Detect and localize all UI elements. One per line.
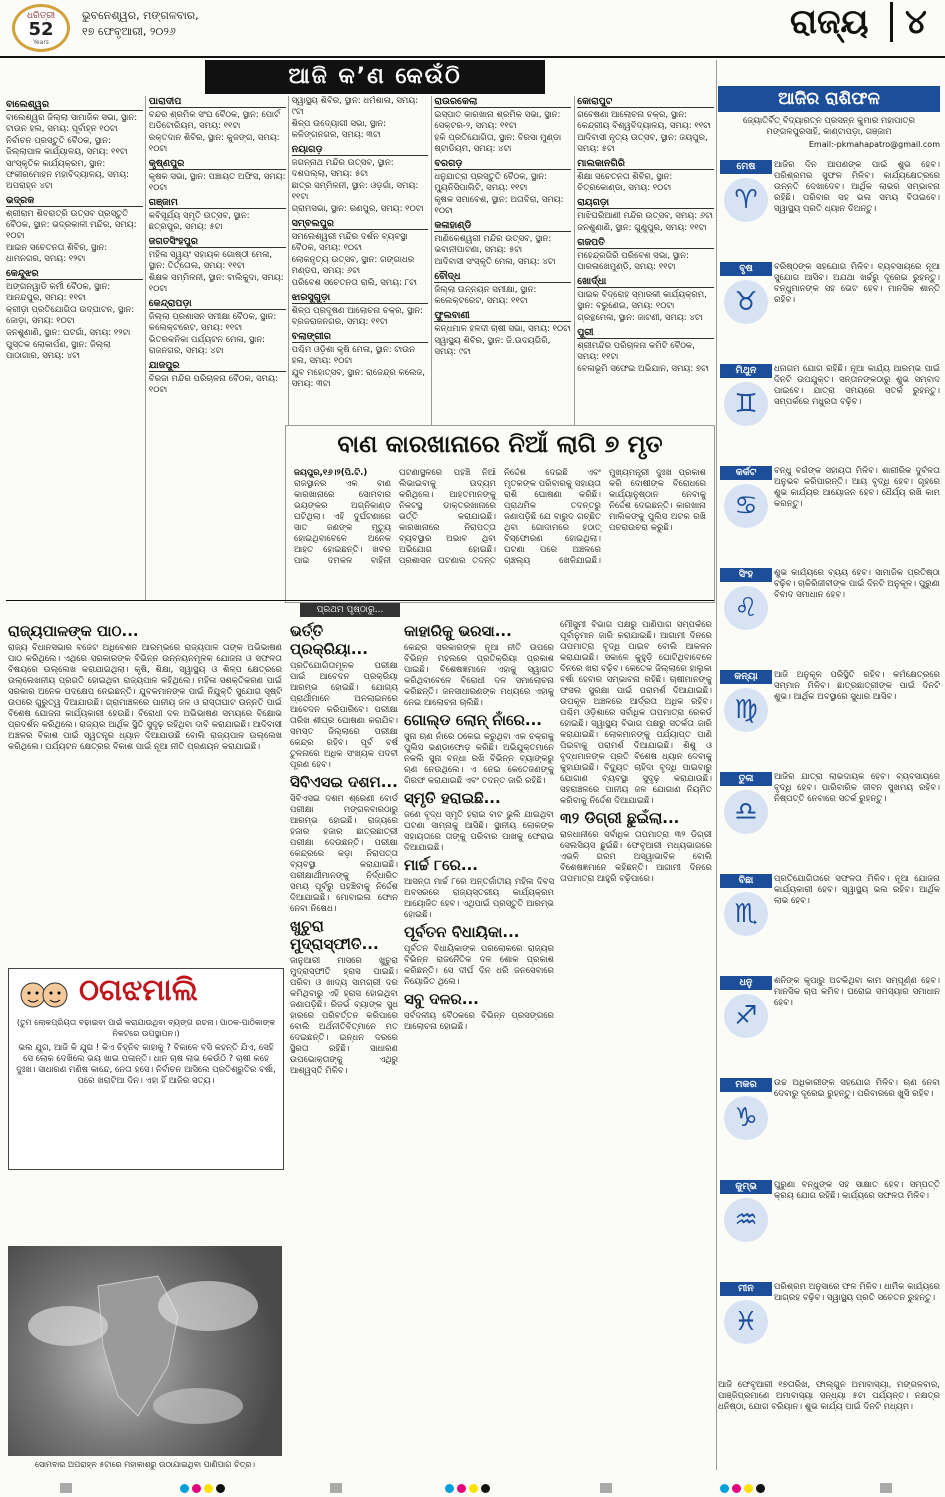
rashi-forecast-text: ଆଜିର ଦିନ ଆପଣଙ୍କ ପାଇଁ ଶୁଭ ହେବ। ପରିଶ୍ରମର ସୁଫଳ ମିଳିବ। କାର୍ଯ୍ୟକ୍ଷେତ୍ରରେ ଉନ୍ନତି ଦେଖାଦେବ। ଆର୍ଥିକ ଲାଭର ସମ୍ଭାବନା ରହିଛି। ପରିବାର ସହ ଭଲ ସମୟ ବିତାଇବେ। ସ୍ୱାସ୍ଥ୍ୟ ପ୍ରତି ଧ୍ୟାନ ଦିଅନ୍ତୁ। (774, 160, 940, 214)
magenta-registration-mark (732, 1484, 741, 1493)
rashi-sign-name: ତୁଳା (720, 772, 772, 786)
cartoon-faces-icon (17, 975, 71, 1015)
zodiac-symbol-icon: ♓ (724, 1300, 768, 1344)
rashi-sign-entry (718, 262, 940, 370)
zodiac-symbol-icon: ♎ (724, 790, 768, 834)
yellow-registration-mark (744, 1484, 753, 1493)
registration-bar (60, 1483, 72, 1493)
event-item: ଇସ୍ପାତ କାରଖାନା ଶ୍ରମିକ ସଭା, ସ୍ଥାନ: ସେକ୍ଟର-୨, ସମୟ: ୧୧ଟା (434, 110, 561, 131)
rashi-sign-entry (718, 160, 940, 268)
event-item: ମାଝିଘରିଆଣୀ ମନ୍ଦିର ଉତ୍ସବ, ସମୟ: ୬ଟା (577, 211, 713, 221)
story-body: ରାଜ୍ୟ ବିଧାନସଭାର ବଜେଟ ଅଧିବେଶନ ଆରମ୍ଭରେ ରାଜ୍ୟପାଳ ତାଙ୍କ ଅଭିଭାଷଣ ପାଠ କରିଥିଲେ। ଏଥିରେ ସରକାରଙ୍କ ବିଭିନ୍ନ ଉନ୍ନୟନମୂଳକ ଯୋଜନା ଓ ସଫଳତା ବିଷୟରେ ଉଲ୍ଲେଖ କରାଯାଇଥିଲା। କୃଷି, ଶିକ୍ଷା, ସ୍ୱାସ୍ଥ୍ୟ ଓ ଶିଳ୍ପ କ୍ଷେତ୍ରରେ ଉଲ୍ଲେଖନୀୟ ପ୍ରଗତି ହୋଇଥିବା ରାଜ୍ୟପାଳ କହିଥିଲେ। ମହିଳା ସଶକ୍ତିକରଣ ପାଇଁ ସରକାର ଅନେକ ପଦକ୍ଷେପ ନେଇଛନ୍ତି। ଯୁବକମାନଙ୍କ ପାଇଁ ନିଯୁକ୍ତି ସୁଯୋଗ ସୃଷ୍ଟି ଉପରେ ଗୁରୁତ୍ୱ ଦିଆଯାଉଛି। ଗ୍ରାମାଞ୍ଚଳରେ ପାନୀୟ ଜଳ ଓ ରାସ୍ତାଘାଟ ଉନ୍ନତି ପାଇଁ ବିଶେଷ ଯୋଜନା କାର୍ଯ୍ୟକାରୀ ହେଉଛି। ବିରୋଧୀ ଦଳ ଅଭିଭାଷଣ ସମୟରେ ବିକ୍ଷୋଭ ପ୍ରଦର୍ଶନ କରିଥିଲେ। ରାଜ୍ୟର ଆର୍ଥିକ ସ୍ଥିତି ସୁଦୃଢ଼ ରହିଥିବା ଦାବି କରାଯାଇଛି। ଆଦିବାସୀ ଅଞ୍ଚଳର ବିକାଶ ପାଇଁ ସ୍ୱତନ୍ତ୍ର ଧ୍ୟାନ ଦିଆଯାଉଛି ବୋଲି ରାଜ୍ୟପାଳ ଉଲ୍ଲେଖ କରିଥିଲେ। ପର୍ଯ୍ୟଟନ କ୍ଷେତ୍ରର ବିକାଶ ପାଇଁ ନୂଆ ନୀତି ପ୍ରଣୟନ କରାଯାଇଛି। (8, 643, 282, 752)
magenta-registration-mark (457, 1484, 466, 1493)
story-column-3 (404, 620, 554, 1465)
rashi-sign-name: ମକର (720, 1078, 772, 1092)
event-item: ଅଙ୍ଗନୱାଡି କର୍ମୀ ବୈଠକ, ସ୍ଥାନ: ଆନନ୍ଦପୁର, ସମୟ: ୧୧ଟା (6, 282, 111, 303)
event-item: ଜନଶୁଣାଣି, ସ୍ଥାନ: ଘଟଗାଁ, ସମୟ: ୧୨ଟା (6, 328, 131, 338)
fire-story-body (294, 468, 706, 598)
yellow-registration-mark (469, 1484, 478, 1493)
district-heading: ଗଜପତି (577, 237, 714, 249)
registration-bar (330, 1483, 342, 1493)
event-item: ଗବେଷଣା ଆଲୋଚନା ଚକ୍ର, ସ୍ଥାନ: କେନ୍ଦ୍ରୀୟ ବିଶ୍ୱବିଦ୍ୟାଳୟ, ସମୟ: ୧୧ଟା (577, 110, 711, 131)
event-item: ହକି ପ୍ରତିଯୋଗିତା, ସ୍ଥାନ: ବିରସା ମୁଣ୍ଡା ଷ୍ଟାଡିୟମ, ସମୟ: ୪ଟା (434, 133, 562, 154)
event-item: ଆଦିବାସୀ ନୃତ୍ୟ ଉତ୍ସବ, ସ୍ଥାନ: ଜୟପୁର, ସମୟ: ୫ଟା (577, 133, 708, 154)
district-heading: ଝାରସୁଗୁଡ଼ା (292, 292, 429, 304)
zodiac-symbol-icon: ♊ (724, 382, 768, 426)
section-title: ରାଜ୍ୟ (790, 2, 869, 42)
rashi-sign-name: କୁମ୍ଭ (720, 1180, 772, 1194)
event-item: ଭିତରକନିକା ପର୍ଯ୍ୟଟନ ମେଳା, ସ୍ଥାନ: ରାଜନଗର, ସମୟ: ୪ଟା (148, 335, 266, 356)
rashi-sign-name: ବୃଷ (720, 262, 772, 276)
event-item: ରକ୍ତଦାନ ଶିବିର, ସ୍ଥାନ: କୁଜଙ୍ଗ, ସମୟ: ୧୦ଟା (148, 133, 280, 154)
events-banner: ଆଜି କ’ଣ କେଉଁଠି (205, 60, 545, 94)
story-body: ସିବିଏସଇ ଦଶମ ଶ୍ରେଣୀ ବୋର୍ଡ ପରୀକ୍ଷା ମଙ୍ଗଳବାରଠାରୁ ଆରମ୍ଭ ହୋଇଛି। ରାଜ୍ୟରେ ହଜାର ହଜାର ଛାତ୍ରଛାତ୍ରୀ ପରୀକ୍ଷା ଦେଉଛନ୍ତି। ପରୀକ୍ଷା କେନ୍ଦ୍ରରେ କଡ଼ା ନିରାପତ୍ତା ବ୍ୟବସ୍ଥା କରାଯାଇଛି। ପରୀକ୍ଷାର୍ଥୀମାନଙ୍କୁ ନିର୍ଦ୍ଧାରିତ ସମୟ ପୂର୍ବରୁ ପହଞ୍ଚିବାକୁ ନିର୍ଦ୍ଦେଶ ଦିଆଯାଇଛି। ମୋବାଇଲ ଫୋନ ନେବା ନିଷେଧ। (290, 794, 398, 914)
rashi-sign-name: ଧନୁ (720, 976, 772, 990)
zodiac-symbol-icon: ♑ (724, 1096, 768, 1140)
rashi-forecast-text: ଆଜି ଅନୁକୂଳ ପରିସ୍ଥିତି ରହିବ। କର୍ମକ୍ଷେତ୍ରରେ ସମ୍ମାନ ମିଳିବ। ଛାତ୍ରଛାତ୍ରୀଙ୍କ ପାଇଁ ଦିନଟି ଶୁଭ। ଆର୍ଥିକ ଅବସ୍ଥାରେ ସୁଧାର ଆସିବ। (774, 670, 940, 702)
section-divider (6, 600, 714, 601)
rashi-sign-name: ମେଷ (720, 160, 772, 174)
rashi-sign-name: କନ୍ୟା (720, 670, 772, 684)
district-heading: ନୟାଗଡ଼ (292, 144, 429, 156)
district-heading: ମାଲକାନଗିରି (577, 158, 714, 170)
zodiac-symbol-icon: ♈ (724, 178, 768, 222)
rashi-forecast-text: ବନ୍ଧୁ ବର୍ଗଙ୍କ ସହାୟତା ମିଳିବ। ଶାରୀରିକ ଦୁର୍ବଳତା ଅନୁଭବ କରିପାରନ୍ତି। ଆୟ ବୃଦ୍ଧି ହେବ। ଗୃହରେ ଶୁଭ କାର୍ଯ୍ୟର ଆୟୋଜନ ହେବ। ଧୈର୍ଯ୍ୟ ରଖି କାମ କରନ୍ତୁ। (774, 466, 940, 509)
dateline-date: ୧୭ ଫେବୃଆରୀ, ୨୦୨୬ (82, 25, 176, 38)
rashi-forecast-text: ଉଚ୍ଚ ଅଧିକାରୀଙ୍କ ସହଯୋଗ ମିଳିବ। ଋଣ ନେବା ଦେବାରୁ ଦୂରେଇ ରୁହନ୍ତୁ। ପରିବାରରେ ଖୁସି ରହିବ। (774, 1078, 940, 1099)
event-item: କୃଷକ ସମାବେଶ, ସ୍ଥାନ: ଅତାବିରା, ସମୟ: ୧୦ଟା (434, 195, 564, 216)
story-column-2 (290, 620, 398, 1465)
story-headline: ସବୁ ଦଳର... (404, 990, 479, 1008)
story-body: ପୂର୍ବତନ ବିଧାୟିକାଙ୍କ ପରଲୋକରେ ରାଜ୍ୟର ବିଭିନ୍ନ ରାଜନୈତିକ ଦଳ ଶୋକ ପ୍ରକାଶ କରିଛନ୍ତି। ସେ ଦୀର୍ଘ ଦିନ ଧରି ଜନସେବାରେ ନିୟୋଜିତ ଥିଲେ। (404, 944, 554, 987)
zodiac-symbol-icon: ♌ (724, 586, 768, 630)
event-item: କବିସୂର୍ଯ୍ୟ ସ୍ମୃତି ଉତ୍ସବ, ସ୍ଥାନ: ଛତ୍ରପୁର, ସମୟ: ୫ଟା (148, 211, 250, 232)
rashi-forecast-text: ପୁରୁଣା ବନ୍ଧୁଙ୍କ ସହ ସାକ୍ଷାତ ହେବ। ସମ୍ପତ୍ତି କ୍ରୟ ଯୋଗ ରହିଛି। କାର୍ଯ୍ୟରେ ସଫଳତା ମିଳିବ। (774, 1180, 940, 1201)
story-headline: ଖୁଚୁରା ମୁଦ୍ରାସ୍ଫୀତି... (290, 917, 379, 953)
masthead (0, 0, 945, 56)
rashi-forecast-text: ଆଜିର ଯାତ୍ରା ଲାଭଦାୟକ ହେବ। ବ୍ୟବସାୟରେ ବୃଦ୍ଧି ହେବ। ପାରିବାରିକ ଜୀବନ ସୁଖମୟ ରହିବ। ନିଷ୍ପତ୍ତି ନେବାରେ ସତର୍କ ରୁହନ୍ତୁ। (774, 772, 940, 804)
column-divider (716, 60, 717, 1470)
event-item: ଛାତ୍ର ସମ୍ମିଳନୀ, ସ୍ଥାନ: ଓଡ଼ଗାଁ, ସମୟ: ୧୧ଟା (291, 181, 419, 202)
story-body: ଜଣେ ବୃଦ୍ଧ ସ୍ମୃତି ହରାଇ ବାଟ ଭୁଲି ଯାଇଥିବା ଘଟଣା ସାମ୍ନାକୁ ଆସିଛି। ସ୍ଥାନୀୟ ଲୋକଙ୍କ ସହାୟତାରେ ତାଙ୍କୁ ପରିବାର ପାଖକୁ ଫେରାଇ ଦିଆଯାଇଛି। (404, 810, 554, 853)
event-item: ପରିବେଶ ସଚେତନତା ରାଲି, ସମୟ: ୮ଟା (291, 278, 417, 288)
dateline (82, 8, 199, 40)
newspaper-logo (12, 4, 70, 52)
story-headline: ପୂର୍ବତନ ବିଧାୟିକା... (404, 923, 520, 941)
rashiphala-email: Email:-pkmahapatro@gmail.com (808, 140, 940, 149)
page-number: ୪ (890, 2, 927, 42)
black-registration-mark (756, 1484, 765, 1493)
event-item: ଆଦିବାସୀ ସଂସ୍କୃତି ମେଳା, ସମୟ: ୪ଟା (434, 257, 556, 267)
panchanga-text: ଆଜି ଫେବୃଆରୀ ୧୭ତାରିଖ, ଫାଲ୍‌ଗୁନ ଅମାବାସ୍ୟା, ମଙ୍ଗଳବାର, ପାଞ୍ଜିପ୍ରମାଣେ ଅମାବାସ୍ୟା ସନ୍ଧ୍ୟା ୫ଟା ପର୍ଯ୍ୟନ୍ତ। ନକ୍ଷତ୍ର ଧନିଷ୍ଠା, ଯୋଗ ବରିୟାନ। ଶୁଭ କାର୍ଯ୍ୟ ପାଇଁ ଦିନଟି ମଧ୍ୟମ। (718, 1380, 940, 1412)
story-body: ମୌସୁମୀ ବିଭାଗ ପକ୍ଷରୁ ପାଣିପାଗ ସମ୍ପର୍କରେ ପୂର୍ବାନୁମାନ ଜାରି କରାଯାଇଛି। ଆଗାମୀ ଦିନରେ ତାପମାତ୍ରା ବୃଦ୍ଧି ପାଇବ ବୋଲି ଆକଳନ କରାଯାଇଛି। ସକାଳେ କୁହୁଡ଼ି ଘୋଟିଥିବାବେଳେ ଦିନରେ ଖରା ବଢ଼ିବ। କେତେକ ଜିଲ୍ଲାରେ ହାଲୁକା ବର୍ଷା ହେବାର ସମ୍ଭାବନା ରହିଛି। ଚାଷୀମାନଙ୍କୁ ଫସଲ ସୁରକ୍ଷା ପାଇଁ ପରାମର୍ଶ ଦିଆଯାଇଛି। ଉପକୂଳ ଅଞ୍ଚଳରେ ଆର୍ଦ୍ରତା ଅଧିକ ରହିବ। ପଶ୍ଚିମ ଓଡ଼ିଶାରେ ସର୍ବାଧିକ ତାପମାତ୍ରା ରେକର୍ଡ ହୋଇଛି। ସ୍ୱାସ୍ଥ୍ୟ ବିଭାଗ ପକ୍ଷରୁ ସତର୍କତା ଜାରି କରାଯାଇଛି। ଲୋକମାନଙ୍କୁ ପର୍ଯ୍ୟାପ୍ତ ପାଣି ପିଇବାକୁ ପରାମର୍ଶ ଦିଆଯାଇଛି। ଶିଶୁ ଓ ବୃଦ୍ଧମାନଙ୍କ ପ୍ରତି ବିଶେଷ ଧ୍ୟାନ ଦେବାକୁ କୁହାଯାଇଛି। ବିଦ୍ୟୁତ ଚାହିଦା ବୃଦ୍ଧି ପାଇବାରୁ ଯୋଗାଣ ବ୍ୟବସ୍ଥା ସୁଦୃଢ଼ କରାଯାଉଛି। ସହରାଞ୍ଚଳରେ ପାନୀୟ ଜଳ ଯୋଗାଣ ନିୟମିତ କରିବାକୁ ନିର୍ଦ୍ଦେଶ ଦିଆଯାଇଛି। (560, 620, 712, 806)
yellow-registration-mark (204, 1484, 213, 1493)
district-heading: ରାୟଗଡ଼ା (577, 197, 714, 209)
event-item: ଶିଳ୍ପ ଉଦ୍ୟୋଗୀ ସଭା, ସ୍ଥାନ: କଳିଙ୍ଗନଗର, ସମୟ: ୩ଟା (291, 119, 386, 140)
print-registration-strip (0, 1478, 945, 1497)
rashiphala-author: ଜ୍ୟୋତିର୍ବିତ୍ ବିଦ୍ୟାରତ୍ନ ପ୍ରସନ୍ନ କୁମାର ମହାପାତ୍ର ମଙ୍ଗଳପୁରସାହି, କାଣ୍ଟାପଡ଼ା, ଗଞ୍ଜାମ (743, 116, 915, 137)
rashi-forecast-text: ବରିଷ୍ଠଙ୍କ ସହଯୋଗ ମିଳିବ। ବ୍ୟବସାୟରେ ନୂଆ ସୁଯୋଗ ଆସିବ। ଅଯଥା ଖର୍ଚ୍ଚରୁ ଦୂରେଇ ରୁହନ୍ତୁ। ବନ୍ଧୁମାନଙ୍କ ସହ ଭେଟ ହେବ। ମାନସିକ ଶାନ୍ତି ରହିବ। (774, 262, 940, 305)
event-item: ଜନଶୁଣାଣି, ସ୍ଥାନ: ଗୁଣୁପୁର, ସମୟ: ୧୧ଟା (577, 223, 707, 233)
event-item: ମହିଳା ସ୍ୱୟଂ ସହାୟକ ଗୋଷ୍ଠୀ ମେଳା, ସ୍ଥାନ: ତିର୍ତ୍ତୋଲ, ସମୟ: ୧୧ଟା (148, 250, 273, 271)
district-heading: କେନ୍ଦୁଝର (6, 268, 143, 280)
event-item: ପାଇକ ବିଦ୍ରୋହ ସ୍ମାରକୀ କାର୍ଯ୍ୟକ୍ରମ, ସ୍ଥାନ: ବରୁଣେଇ, ସମୟ: ୧୦ଟା (577, 290, 707, 311)
story-headline: ମାର୍ଚ୍ଚ ୮ରେ... (404, 856, 478, 874)
rashi-sign-entry (718, 1078, 940, 1186)
event-item: ଜଗନ୍ନାଥ ମନ୍ଦିର ଉତ୍ସବ, ସ୍ଥାନ: ଦଶପଲ୍ଲା, ସମୟ: ୫ଟା (291, 158, 394, 179)
event-item: ପୁସ୍ତକ ଲୋକାର୍ପଣ, ସ୍ଥାନ: ଜିଲ୍ଲା ପାଠାଗାର, ସମୟ: ୪ଟା (6, 340, 111, 361)
event-item: କୃଷକ ସଭା, ସ୍ଥାନ: ପଞ୍ଚାୟତ ଅଫିସ, ସମୟ: ୧୦ଟା (148, 172, 286, 193)
story-body: ଆସନ୍ତା ମାର୍ଚ୍ଚ ୮ରେ ଅନ୍ତର୍ଜାତୀୟ ମହିଳା ଦିବସ ଅବସରରେ ରାଜ୍ୟସ୍ତରୀୟ କାର୍ଯ୍ୟକ୍ରମ ଆୟୋଜିତ ହେବ। ଏଥିପାଇଁ ପ୍ରସ୍ତୁତି ଆରମ୍ଭ ହୋଇଛି। (404, 877, 554, 920)
event-item: ମହେନ୍ଦ୍ରଗିରି ପରିବେଶ ସଭା, ସ୍ଥାନ: ପାରଳାଖେମୁଣ୍ଡି, ସମୟ: ୧୧ଟା (577, 251, 689, 272)
zodiac-symbol-icon: ♏ (724, 892, 768, 936)
story-body: ପ୍ରତିଯୋଗିତାମୂଳକ ପରୀକ୍ଷା ପାଇଁ ଆବେଦନ ପ୍ରକ୍ରିୟା ଆରମ୍ଭ ହୋଇଛି। ଯୋଗ୍ୟ ପ୍ରାର୍ଥୀମାନେ ଅନଲାଇନରେ ଆବେଦନ କରିପାରିବେ। ପରୀକ୍ଷା ତାରିଖ ଶୀଘ୍ର ଘୋଷଣା କରାଯିବ। ସମସ୍ତ ଜିଲ୍ଲାରେ ପରୀକ୍ଷା କେନ୍ଦ୍ର ରହିବ। ପୂର୍ବ ବର୍ଷ ତୁଳନାରେ ଅଧିକ ସଂଖ୍ୟକ ପଦବୀ ପୂରଣ ହେବ। (290, 661, 398, 770)
event-item: ଶିକ୍ଷା ସଚେତନତା ଶିବିର, ସ୍ଥାନ: ଚିତ୍ରକୋଣ୍ଡା, ସମୟ: ୧୦ଟା (577, 172, 673, 193)
story-headline: ଭର୍ତ୍ତି ପ୍ରକ୍ରିୟା... (290, 622, 368, 658)
fire-story-text: ରାଜସ୍ଥାନର ଏକ ବାଣ କାରଖାନାରେ ସୋମବାର ଭୟଙ୍କର ଅଗ୍ନିକାଣ୍ଡ ଘଟିଥିଲା। ଏହି ଦୁର୍ଘଟଣାରେ ସାତ ଜଣଙ୍କ ମୃତ୍ୟୁ ହୋଇଥିବାବେଳେ ଅନେକ ଆହତ ହୋଇଛନ୍ତି। ଖବର ପାଇ ଦମକଳ ବାହିନୀ ଘଟଣାସ୍ଥଳରେ ପହଞ୍ଚି ନିଆଁ ଲିଭାଇବାକୁ ଉଦ୍ୟମ କରିଥିଲେ। ଆହତମାନଙ୍କୁ ନିକଟସ୍ଥ ଡାକ୍ତରଖାନାରେ ଭର୍ତ୍ତି କରାଯାଇଛି। କାରଖାନାରେ ନିରାପତ୍ତା ବ୍ୟବସ୍ଥାର ଅଭାବ ଥିବା ଅଭିଯୋଗ ହୋଇଛି। ପ୍ରଶାସନ ଘଟଣାର ତଦନ୍ତ ନିର୍ଦ୍ଦେଶ ଦେଇଛି ଏବଂ ମୃତକଙ୍କ ପରିବାରକୁ ସହାୟତା ରାଶି ଘୋଷଣା କରିଛି। ପ୍ରାଥମିକ ତଦନ୍ତରୁ ଜଣାପଡ଼ିଛି ଯେ ବାରୁଦ ଗଚ୍ଛିତ ଥିବା ଗୋଦାମରେ ହଠାତ୍ ବିସ୍ଫୋରଣ ହୋଇଥିଲା। ଘଟଣା ପରେ ଅଞ୍ଚଳରେ ଚାଞ୍ଚଲ୍ୟ ଖେଳିଯାଇଛି। ମୁଖ୍ୟମନ୍ତ୍ରୀ ଦୁଃଖ ପ୍ରକାଶ କରି ଦୋଷୀଙ୍କ ବିରୋଧରେ କାର୍ଯ୍ୟାନୁଷ୍ଠାନ ନେବାକୁ ନିର୍ଦ୍ଦେଶ ଦେଇଛନ୍ତି। କାରଖାନା ମାଲିକଙ୍କୁ ପୁଲିସ ଅଟକ ରଖି ପଚରାଉଚରା କରୁଛି। (294, 468, 706, 566)
district-heading: ଗଞ୍ଜାମ (149, 197, 286, 209)
event-item: ମାଣିକେଶ୍ୱରୀ ମନ୍ଦିର ଉତ୍ସବ, ସ୍ଥାନ: ଭବାନୀପାଟଣା, ସମୟ: ୫ଟା (434, 234, 552, 255)
event-item: କନ୍ଧମାଳ ହଳଦୀ ଚାଷୀ ସଭା, ସମୟ: ୧୦ଟା (434, 324, 571, 334)
story-headline: ସିବିଏସଇ ଦଶମ... (290, 773, 398, 791)
story-body: ରାଜଧାନୀରେ ସର୍ବାଧିକ ତାପମାତ୍ରା ୩୨ ଡିଗ୍ରୀ ସେଲସିୟସ ଛୁଇଁଛି। ଫେବୃଆରୀ ମଧ୍ୟଭାଗରେ ଏଭଳି ଗରମ ଅସ୍ୱାଭାବିକ ବୋଲି ବିଶେଷଜ୍ଞମାନେ କହିଛନ୍ତି। ଆଗାମୀ ଦିନରେ ତାପମାତ୍ରା ଆହୁରି ବଢ଼ିପାରେ। (560, 830, 712, 884)
event-item: ପଶ୍ଚିମ ଓଡ଼ିଶା କୃଷି ମେଳା, ସ୍ଥାନ: ଟାଉନ ହଲ, ସମୟ: ୧୦ଟା (291, 345, 416, 366)
rashi-sign-entry (718, 976, 940, 1084)
story-headline: ୩୨ ଡିଗ୍ରୀ ଛୁଇଁଲା... (560, 809, 680, 827)
district-heading: ବଲାଙ୍ଗୀର (292, 331, 429, 343)
story-column-1 (8, 620, 282, 965)
event-item: ଗ୍ରାମସଭା, ସ୍ଥାନ: ରଣପୁର, ସମୟ: ୧୦ଟା (291, 204, 424, 214)
district-heading: ଯାଜପୁର (149, 360, 286, 372)
event-item: ଶ୍ରୀମନ୍ଦିର ପରିଚାଳନା କମିଟି ବୈଠକ, ସମୟ: ୧୧ଟା (577, 341, 695, 362)
story-body: ସର୍ବଦଳୀୟ ବୈଠକରେ ବିଭିନ୍ନ ପ୍ରସଙ୍ଗରେ ଆଲୋଚନା ହୋଇଛି। (404, 1011, 554, 1032)
logo-name: ଧରିତ୍ରୀ (26, 11, 56, 21)
event-item: ସମଲେଶ୍ୱରୀ ମନ୍ଦିର ଦର୍ଶନ ବ୍ୟବସ୍ଥା ବୈଠକ, ସମୟ: ୧୦ଟା (291, 232, 408, 253)
story-body: ସୁନା ଋଣ ନାଁରେ ଠକେଇ କରୁଥିବା ଏକ ଚକ୍ରକୁ ପୁଲିସ ଭଣ୍ଡାଫୋଡ଼ କରିଛି। ଅଭିଯୁକ୍ତମାନେ ନକଲି ସୁନା ବନ୍ଧା ରଖି ବିଭିନ୍ନ ବ୍ୟାଙ୍କରୁ ଋଣ ନେଉଥିଲେ। ଏ ନେଇ କେତେଜଣଙ୍କୁ ଗିରଫ କରାଯାଇଛି ଏବଂ ତଦନ୍ତ ଜାରି ରହିଛି। (404, 732, 554, 786)
registration-bar (880, 1483, 892, 1493)
story-headline: ଗୋଲ୍ଡ ଲୋନ୍ ନାଁରେ... (404, 711, 542, 729)
satire-body (15, 1017, 277, 1165)
district-heading: ପାରାଦୀପ (149, 96, 286, 108)
rashi-sign-entry (718, 364, 940, 472)
rashi-sign-name: ବିଛା (720, 874, 772, 888)
continued-label: ପ୍ରଥମ ପୃଷ୍ଠାରୁ... (300, 603, 400, 617)
event-item: ନିର୍ବାଚନ ପ୍ରସ୍ତୁତି ବୈଠକ, ସ୍ଥାନ: ଜିଲ୍ଲାପାଳ କାର୍ଯ୍ୟାଳୟ, ସମୟ: ୧୧ଟା (6, 136, 128, 157)
event-item: ଧନୁଯାତ୍ରା ପ୍ରସ୍ତୁତି ବୈଠକ, ସ୍ଥାନ: ମ୍ୟୁନିସିପାଲିଟି, ସମୟ: ୧୧ଟା (434, 172, 547, 193)
cyan-registration-mark (180, 1484, 189, 1493)
masthead-rule (0, 56, 945, 58)
event-item: ଲୋକନୃତ୍ୟ ଉତ୍ସବ, ସ୍ଥାନ: ଗଙ୍ଗାଧର ମଣ୍ଡପ, ସମୟ: ୬ଟା (291, 255, 415, 276)
rashi-sign-entry (718, 874, 940, 982)
rashiphala-title: ଆଜିର ରାଶିଫଳ (718, 86, 940, 112)
rashi-sign-entry (718, 1180, 940, 1288)
rashi-sign-entry (718, 1282, 940, 1390)
rashi-forecast-text: ଧନାଗମ ଯୋଗ ରହିଛି। ନୂଆ କାର୍ଯ୍ୟ ଆରମ୍ଭ ପାଇଁ ଦିନଟି ଉପଯୁକ୍ତ। ସନ୍ତାନଙ୍କଠାରୁ ଶୁଭ ସମ୍ବାଦ ପାଇବେ। ଯାତ୍ରା ସମୟରେ ସତର୍କ ରୁହନ୍ତୁ। ସମ୍ପର୍କରେ ମଧୁରତା ବଢ଼ିବ। (774, 364, 940, 407)
cyan-registration-mark (445, 1484, 454, 1493)
story-body: କେନ୍ଦ୍ର ସରକାରଙ୍କ ନୂଆ ନୀତି ଉପରେ ବିଭିନ୍ନ ମହଲରେ ପ୍ରତିକ୍ରିୟା ପ୍ରକାଶ ପାଇଛି। ବିଶେଷଜ୍ଞମାନେ ଏହାକୁ ସ୍ୱାଗତ କରିଥିବାବେଳେ ବିରୋଧୀ ଦଳ ସମାଲୋଚନା କରିଛନ୍ତି। ଜନସାଧାରଣଙ୍କ ମଧ୍ୟରେ ଏହାକୁ ନେଇ ଆଲୋଚନା ଚାଲିଛି। (404, 643, 554, 708)
rashi-sign-entry (718, 670, 940, 778)
district-heading: କେନ୍ଦ୍ରାପଡ଼ା (149, 298, 286, 310)
event-item: ଜିଲ୍ଲା ଉନ୍ନୟନ ସମୀକ୍ଷା, ସ୍ଥାନ: କଲେକ୍ଟରେଟ, ସମୟ: ୧୧ଟା (434, 285, 537, 306)
event-item: ଯୁବ ମହୋତ୍ସବ, ସ୍ଥାନ: ରାଜେନ୍ଦ୍ର କଲେଜ, ସମୟ: ୩ଟା (291, 368, 426, 389)
rashi-sign-entry (718, 466, 940, 574)
fire-story-dateline: ଜୟପୁର,୧୬।୨(ପି.ଟି.) (294, 468, 368, 478)
zodiac-symbol-icon: ♉ (724, 280, 768, 324)
rashi-sign-name: ସିଂହ (720, 568, 772, 582)
event-item: ବିରଜା ମନ୍ଦିର ପରିଚାଳନା ବୈଠକ, ସମୟ: ୧୦ଟା (148, 374, 278, 395)
satire-text: ଭଲ ଯୁଗ, ଆଜି କି ଯୁଗ ! କିଏ ଚିହ୍ନିବ କାହାକୁ ? ବିକାଳେ ବସି କହନ୍ତି ଯିଏ, ସେହି ସେ ଲୋକ ଦେଖିଲେ ଭୟ ଖାଇ ପଳାନ୍ତି। ଧାନ ଚାଷ ଲାଭ କେଉଁଠି ? ଚାଷୀ କହେ ଦୁଃଖ। ସାଧାରଣ ମଣିଷ କାନ୍ଦେ, ନେତା ହସେ। ନିର୍ବାଚନ ଆସିଲେ ପ୍ରତିଶ୍ରୁତିର ବର୍ଷା, ପରେ ଖରାଟିଆ ଦିନ। ଏହା ହିଁ ଆଜିର ସତ୍ୟ। (16, 1043, 276, 1086)
event-item: କ୍ରୀଡ଼ା ପ୍ରତିଯୋଗିତା ଉଦ୍‌ଘାଟନ, ସ୍ଥାନ: ଜୋଡ଼ା, ସମୟ: ୧୦ଟା (6, 305, 135, 326)
black-registration-mark (481, 1484, 490, 1493)
event-item: ଜିଲ୍ଲା ପ୍ରଶାସନ ସମୀକ୍ଷା ବୈଠକ, ସ୍ଥାନ: କଲେକ୍ଟରେଟ, ସମୟ: ୧୧ଟା (148, 312, 277, 333)
rashi-sign-name: ମୀନ (720, 1282, 772, 1296)
registration-bar (600, 1483, 612, 1493)
satire-box (8, 968, 284, 1170)
fire-story (285, 425, 715, 603)
magenta-registration-mark (192, 1484, 201, 1493)
rashi-forecast-text: ପରିଶ୍ରମ ଅନୁସାରେ ଫଳ ମିଳିବ। ଧାର୍ମିକ କାର୍ଯ୍ୟରେ ଆଗ୍ରହ ବଢ଼ିବ। ସ୍ୱାସ୍ଥ୍ୟ ପ୍ରତି ସଚେତନ ରୁହନ୍ତୁ। (774, 1282, 940, 1303)
satire-title: ଠଗଝମାଲି (79, 973, 198, 1008)
rashi-sign-entry (718, 772, 940, 880)
zodiac-symbol-icon: ♒ (724, 1198, 768, 1242)
zodiac-symbol-icon: ♋ (724, 484, 768, 528)
story-body: ଜାନୁଆରୀ ମାସରେ ଖୁଚୁରା ମୁଦ୍ରାସ୍ଫୀତି ହ୍ରାସ ପାଇଛି। ପରିବା ଓ ଖାଦ୍ୟ ସାମଗ୍ରୀ ଦର କମିଥିବାରୁ ଏହି ହ୍ରାସ ହୋଇଥିବା ଜଣାପଡ଼ିଛି। ରିଜର୍ଭ ବ୍ୟାଙ୍କ ସୁଧ ହାରରେ ପରିବର୍ତ୍ତନ କରିପାରେ ବୋଲି ଅର୍ଥନୀତିବିତ୍‌ମାନେ ମତ ଦେଇଛନ୍ତି। ଇନ୍ଧନ ଦରରେ ସ୍ଥିରତା ରହିଛି। ସାଧାରଣ ଉପଭୋକ୍ତାଙ୍କୁ ଏଥିରୁ ଆଶ୍ୱସ୍ତି ମିଳିବ। (290, 956, 398, 1076)
district-heading: ଖୋର୍ଦ୍ଧା (577, 276, 714, 288)
rashi-sign-name: କର୍କଟ (720, 466, 772, 480)
event-item: ଶିଳ୍ପ ପ୍ରଦୂଷଣ ଆଲୋଚନା ଚକ୍ର, ସ୍ଥାନ: ବ୍ରଜରାଜନଗର, ସମୟ: ୧୧ଟା (291, 306, 424, 327)
dateline-place: ଭୁବନେଶ୍ୱର, ମଙ୍ଗଳବାର, (82, 9, 199, 22)
rashi-sign-name: ମିଥୁନ (720, 364, 772, 378)
district-heading: ଭଦ୍ରକ (6, 195, 143, 207)
rashi-forecast-text: ଶୁଭ କାର୍ଯ୍ୟରେ ବ୍ୟୟ ହେବ। ସାମାଜିକ ପ୍ରତିଷ୍ଠା ବଢ଼ିବ। ଚାକିରିଜୀବୀଙ୍କ ପାଇଁ ଦିନଟି ଅନୁକୂଳ। ପୁରୁଣା ବିବାଦ ସମାଧାନ ହେବ। (774, 568, 940, 600)
district-heading: ଫୁଲବାଣୀ (434, 310, 571, 322)
district-heading: କୋରାପୁଟ (577, 96, 714, 108)
event-item: ସ୍ୱାସ୍ଥ୍ୟ ଶିବିର, ସ୍ଥାନ: ଧର୍ମଶାଳା, ସମୟ: ୯ଟା (291, 96, 419, 117)
district-heading: କୃଷ୍ଣପୁର (149, 158, 286, 170)
event-item: ବନ୍ଦର ଶ୍ରମିକ ସଂଘ ବୈଠକ, ସ୍ଥାନ: ପୋର୍ଟ ଅଡିଟୋରିୟମ, ସମୟ: ୧୧ଟା (148, 110, 280, 131)
cyan-registration-mark (720, 1484, 729, 1493)
satellite-caption: ସୋମବାର ଅପରାହ୍ନ ୫ଟାରେ ମହାକାଶରୁ ଉଠାଯାଇଥିବା ପାଣିପାଗ ଚିତ୍ର। (34, 1460, 255, 1469)
district-heading: ଜଗତସିଂହପୁର (149, 236, 286, 248)
black-registration-mark (216, 1484, 225, 1493)
story-headline: ସ୍ମୃତି ହରାଇଛି... (404, 789, 501, 807)
rashi-forecast-text: ପ୍ରତିଯୋଗିତାରେ ସଫଳତା ମିଳିବ। ନୂଆ ଯୋଜନା କାର୍ଯ୍ୟକାରୀ ହେବ। ସ୍ୱାସ୍ଥ୍ୟ ଭଲ ରହିବ। ଆର୍ଥିକ ଲାଭ ହେବ। (774, 874, 940, 906)
event-item: ବେଳାଭୂମି ସଫେଇ ଅଭିଯାନ, ସମୟ: ୭ଟା (577, 364, 709, 374)
logo-years-number: 52 (28, 19, 54, 40)
event-item: ସ୍ୱାସ୍ଥ୍ୟ ଶିବିର, ସ୍ଥାନ: ଜି.ଉଦୟଗିରି, ସମୟ: ୯ଟା (434, 336, 551, 357)
story-headline: ରାଜ୍ୟପାଳଙ୍କ ପାଠ... (8, 622, 139, 640)
event-item: ଶ୍ରୀରାମ ଶିବରାତ୍ରି ଉତ୍ସବ ପ୍ରସ୍ତୁତି ବୈଠକ, ସ୍ଥାନ: ଭଦ୍ରକାଳୀ ମନ୍ଦିର, ସମୟ: ୧୦ଟା (6, 209, 137, 241)
rashi-sign-entry (718, 568, 940, 676)
story-column-4 (560, 620, 712, 1465)
story-headline: କାହାରିକୁ ଭରସା... (404, 622, 512, 640)
district-heading: ବାଲେଶ୍ୱର (6, 99, 143, 111)
event-item: ଶିକ୍ଷକ ସମ୍ମିଳନୀ, ସ୍ଥାନ: ବାଲିକୁଦା, ସମୟ: ୧୦ଟା (148, 273, 284, 294)
event-item: ସାଂସ୍କୃତିକ କାର୍ଯ୍ୟକ୍ରମ, ସ୍ଥାନ: ଫକୀରମୋହନ ମହାବିଦ୍ୟାଳୟ, ସମୟ: ଅପରାହ୍ନ ୪ଟା (6, 159, 129, 191)
event-item: ବାଲେଶ୍ୱର ଜିଲ୍ଲା ସାମାଜିକ ସଭା, ସ୍ଥାନ: ଟାଉନ ହଲ, ସମୟ: ପୂର୍ବାହ୍ନ ୧୦ଟା (6, 113, 138, 134)
satire-subtitle: (ତୁମ ଲୋକପ୍ରିୟତା ବଢ଼ାଇବା ପାଇଁ କରାଯାଉଥିବା ବ୍ୟଙ୍ଗ ରଚନା। ପାଠକ-ପାଠିକାଙ୍କ ନିକଟରେ ଉପସ୍ଥାପନ।) (16, 1018, 276, 1038)
district-heading: ପୁରୀ (577, 327, 714, 339)
district-heading: ବୌଦ୍ଧ (434, 271, 571, 283)
logo-years-label: Years (33, 39, 49, 46)
zodiac-symbol-icon: ♍ (724, 688, 768, 732)
district-heading: ରାଉରକେଲା (434, 96, 571, 108)
rashi-forecast-text: ଶନିଙ୍କ କୃପାରୁ ଅଟକିଥିବା କାମ ସମ୍ପୂର୍ଣ୍ଣ ହେବ। ମାନସିକ ଚାପ କମିବ। ଘରୋଇ ସମସ୍ୟାର ସମାଧାନ ହେବ। (774, 976, 940, 1008)
event-item: ଆଇନ ସଚେତନତା ଶିବିର, ସ୍ଥାନ: ଧାମନଗର, ସମୟ: ୧୨ଟା (6, 243, 108, 264)
district-heading: ବରଗଡ଼ (434, 158, 571, 170)
fire-story-headline: ବାଣ କାରଖାନାରେ ନିଆଁ ଲାଗି ୭ ମୃତ (337, 430, 663, 458)
satellite-weather-image (8, 1246, 282, 1456)
district-heading: ସମ୍ବଲପୁର (292, 218, 429, 230)
zodiac-symbol-icon: ♐ (724, 994, 768, 1038)
district-heading: କଳାହାଣ୍ଡି (434, 220, 571, 232)
event-item: ଗ୍ରନ୍ଥମେଳା, ସ୍ଥାନ: ଜାଟଣୀ, ସମୟ: ୪ଟା (577, 313, 703, 323)
